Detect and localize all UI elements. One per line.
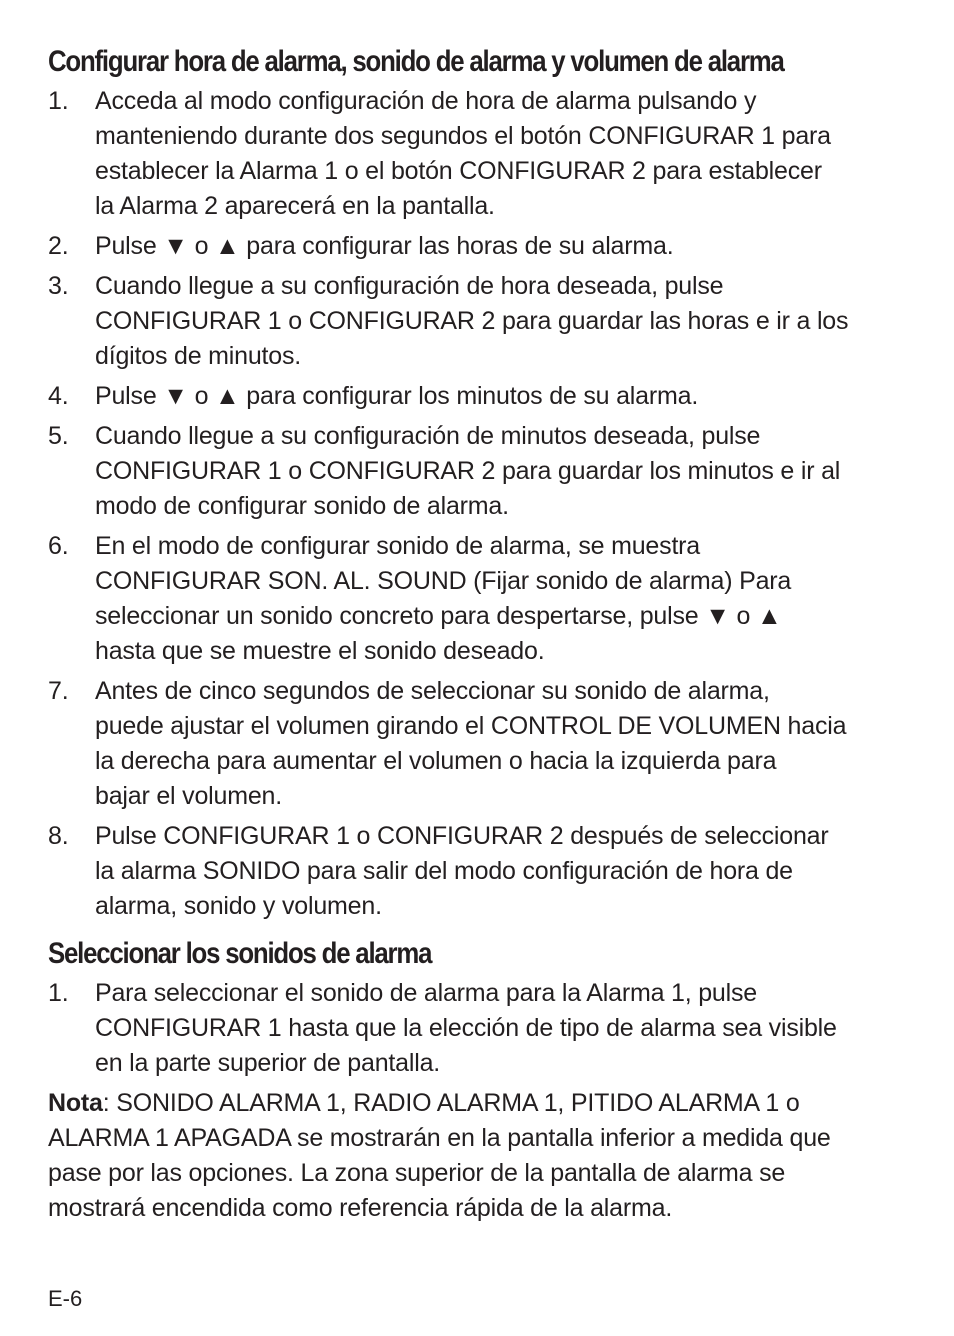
item-text: Cuando llegue a su configuración de hora deseada, pulse CONFIGURAR 1 o CONFIGURAR 2 para guardar las horas e ir a los dígitos de minutos. [95, 272, 849, 370]
item-number: 7. [48, 677, 69, 705]
list-item [48, 269, 908, 374]
list-item [48, 976, 908, 1081]
list-item [48, 674, 908, 814]
item-number: 2. [48, 232, 69, 260]
instructions-list [48, 84, 908, 924]
item-text: En el modo de configurar sonido de alarma, se muestra CONFIGURAR SON. AL. SOUND (Fijar sonido de alarma) Para seleccionar un sonido concreto para despertarse, pulse ▼ o ▲ hasta que se muestre el sonido deseado. [95, 532, 792, 665]
section-heading-seleccionar: Seleccionar los sonidos de alarma [48, 937, 432, 970]
selection-list [48, 976, 908, 1081]
item-text: Pulse ▼ o ▲ para configurar los minutos de su alarma. [95, 382, 699, 410]
list-item [48, 379, 908, 414]
item-number: 4. [48, 382, 69, 410]
item-text: Pulse ▼ o ▲ para configurar las horas de su alarma. [95, 232, 674, 260]
item-text: Cuando llegue a su configuración de minutos deseada, pulse CONFIGURAR 1 o CONFIGURAR 2 para guardar los minutos e ir al modo de configurar sonido de alarma. [95, 422, 841, 520]
list-item [48, 819, 908, 924]
page [48, 40, 908, 1226]
list-item [48, 84, 908, 224]
page-number: E-6 [48, 1286, 83, 1311]
item-number: 6. [48, 532, 69, 560]
item-number: 8. [48, 822, 69, 850]
item-text: Para seleccionar el sonido de alarma para la Alarma 1, pulse CONFIGURAR 1 hasta que la elección de tipo de alarma sea visible en la parte superior de pantalla. [95, 979, 837, 1077]
list-item [48, 229, 908, 264]
section-heading-configurar: Configurar hora de alarma, sonido de alarma y volumen de alarma [48, 45, 784, 78]
list-item [48, 529, 908, 669]
note-label: Nota [48, 1089, 103, 1117]
item-text: Acceda al modo configuración de hora de alarma pulsando y manteniendo durante dos segundos el botón CONFIGURAR 1 para establecer la Alarma 1 o el botón CONFIGURAR 2 para establecer la Alarma 2 aparecerá en la pantalla. [95, 87, 831, 220]
item-text: Pulse CONFIGURAR 1 o CONFIGURAR 2 después de seleccionar la alarma SONIDO para salir del modo configuración de hora de alarma, sonido y volumen. [95, 822, 829, 920]
item-number: 1. [48, 87, 69, 115]
item-number: 1. [48, 979, 69, 1007]
item-text: Antes de cinco segundos de seleccionar su sonido de alarma, puede ajustar el volumen girando el CONTROL DE VOLUMEN hacia la derecha para aumentar el volumen o hacia la izquierda para bajar el volumen. [95, 677, 847, 810]
item-number: 3. [48, 272, 69, 300]
note-paragraph [48, 1086, 908, 1226]
item-number: 5. [48, 422, 69, 450]
list-item [48, 419, 908, 524]
note-text: : SONIDO ALARMA 1, RADIO ALARMA 1, PITIDO ALARMA 1 o ALARMA 1 APAGADA se mostrarán en la pantalla inferior a medida que pase por las opciones. La zona superior de la pantalla de alarma se mostrará encendida como referencia rápida de la alarma. [48, 1089, 831, 1222]
